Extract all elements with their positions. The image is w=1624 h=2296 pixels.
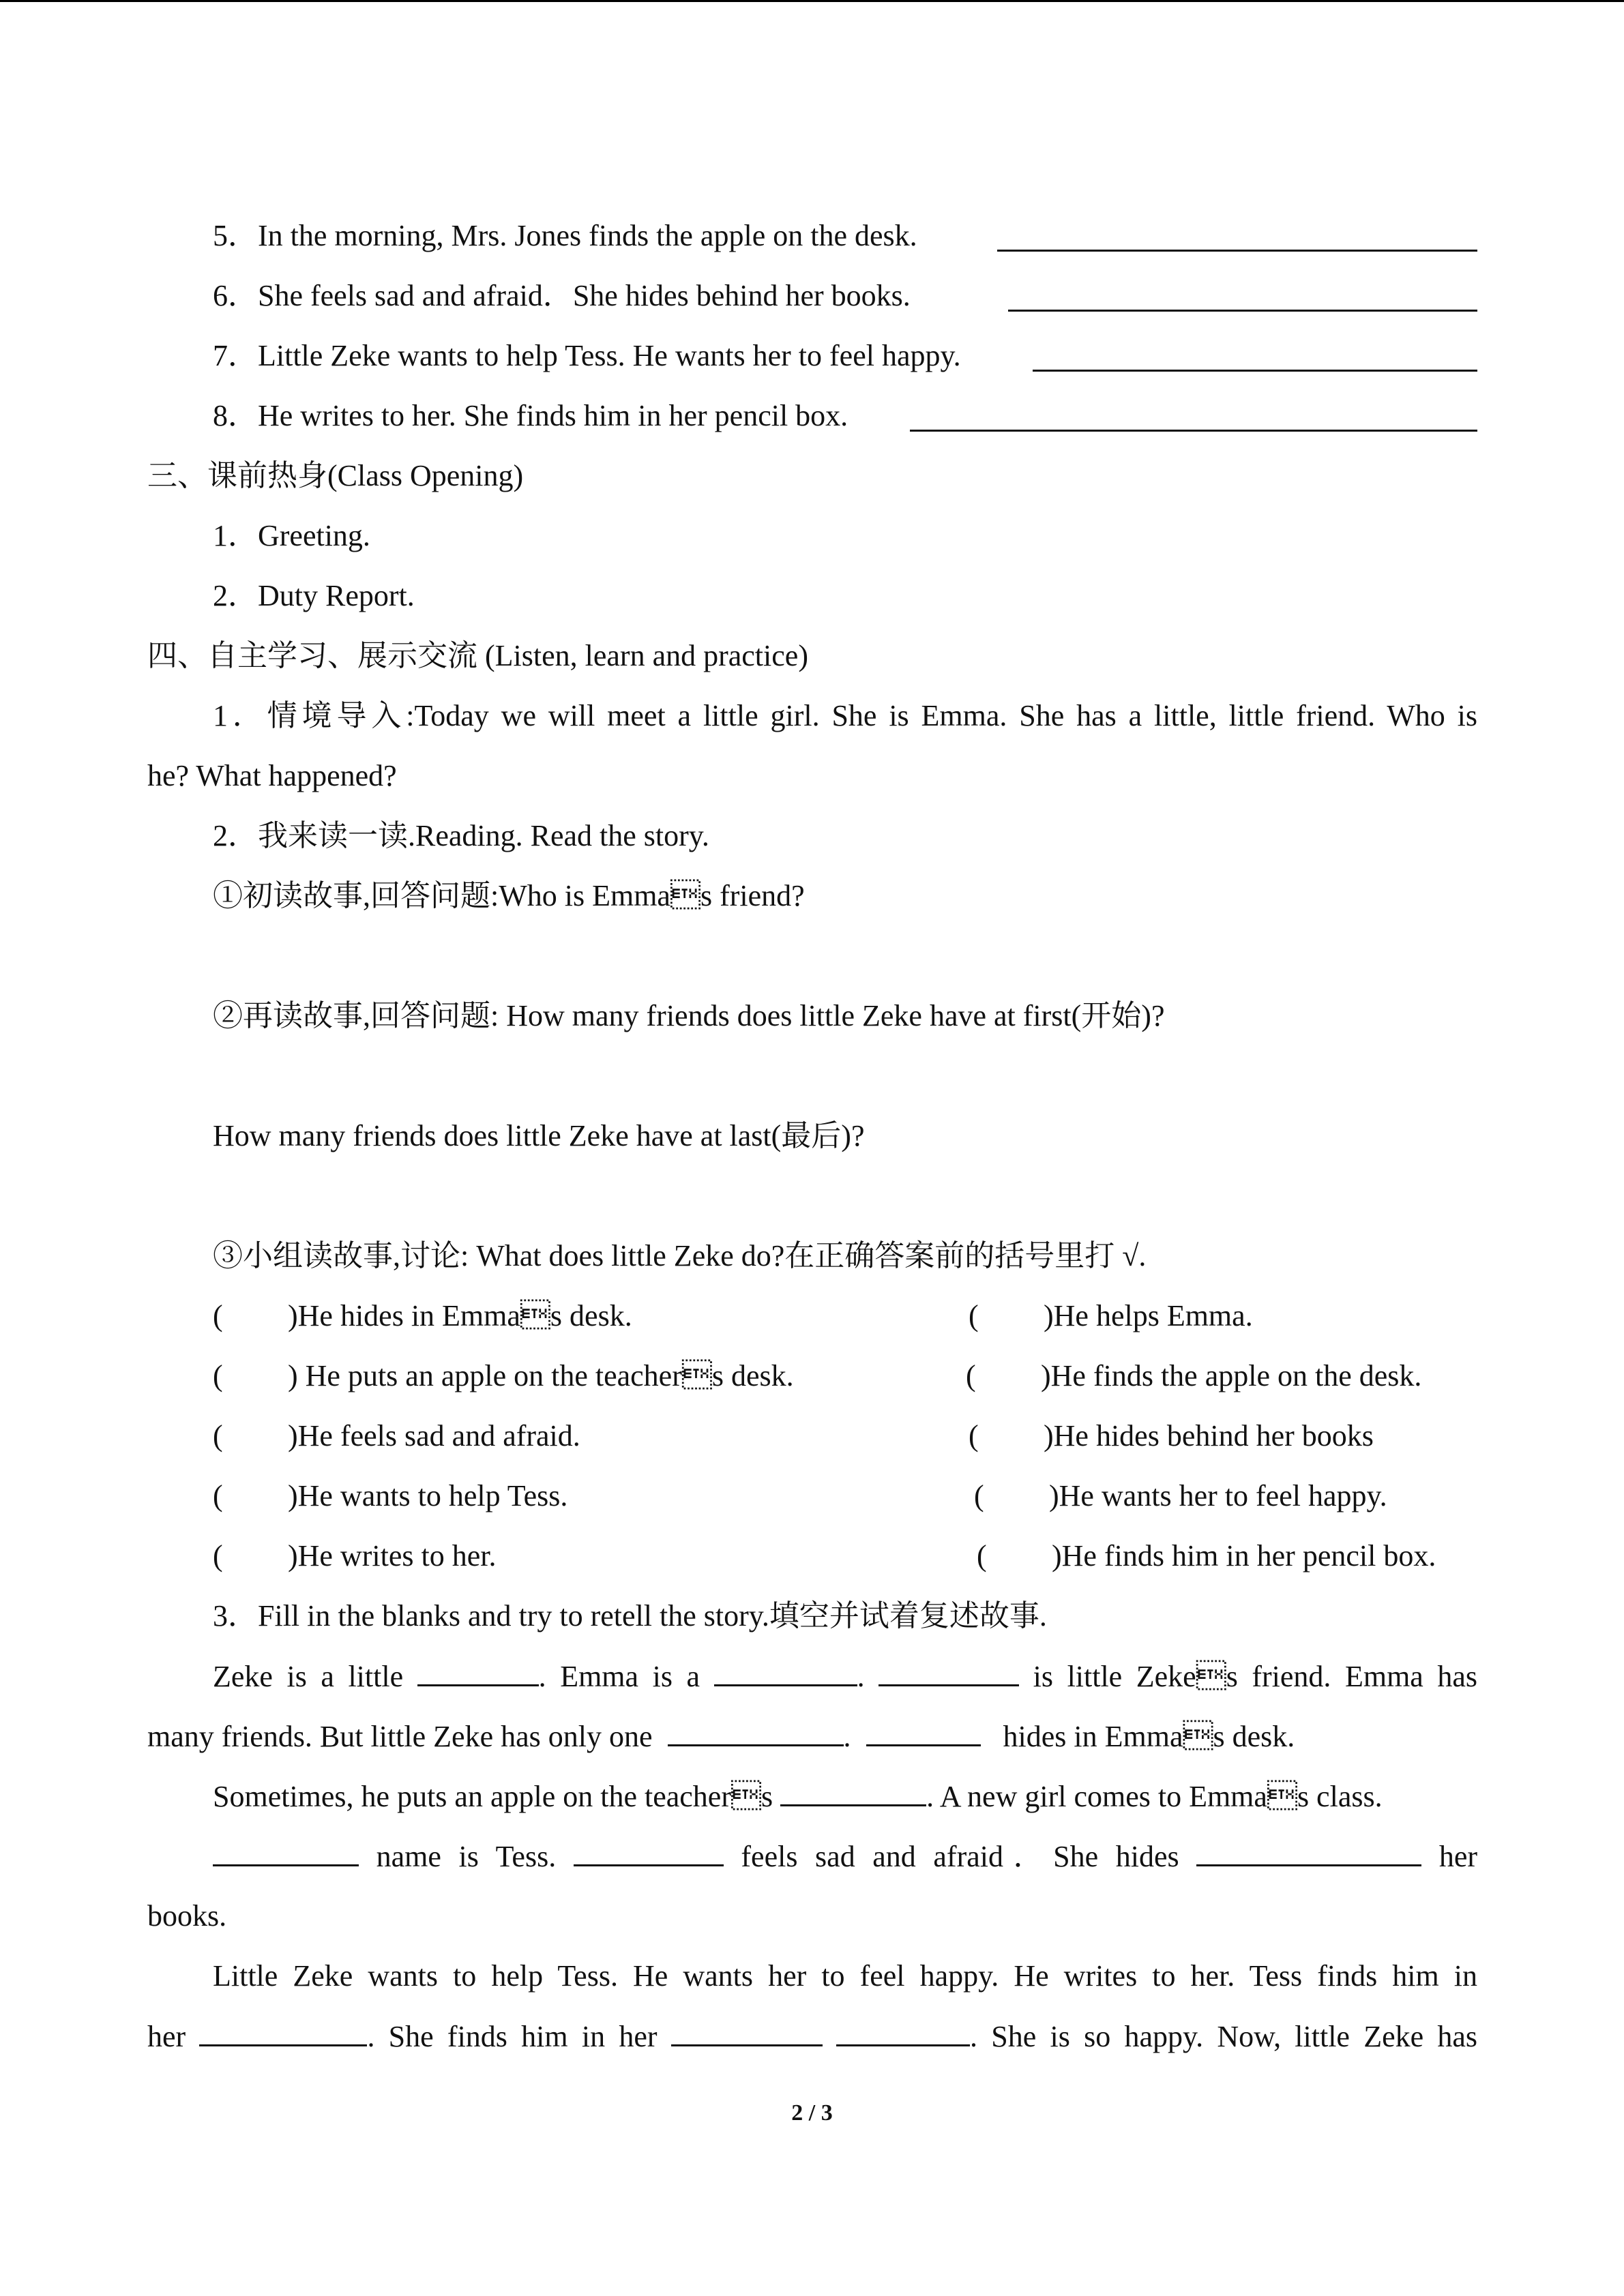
checkbox-paren[interactable]: ( [213,1419,223,1452]
checkbox-paren[interactable]: ( [974,1479,984,1512]
check-option[interactable]: ( )He helps Emma. [969,1297,1253,1335]
section-heading: 三、课前热身(Class Opening) [147,459,524,492]
check-option[interactable]: ( ) He puts an apple on the teachers desk. [213,1357,794,1395]
fill-line: her . She finds him in her . She is so happy. Now, little Zeke has [147,2017,1477,2056]
checkbox-paren[interactable]: ( [213,1299,223,1332]
fill-blank[interactable] [866,1717,981,1746]
answer-blank[interactable] [1033,370,1477,372]
reading-instruction: 2．我来读一读.Reading. Read the story. [213,819,709,852]
check-option[interactable]: ( )He hides in Emmas desk. [213,1297,632,1335]
list-item: 5．In the morning, Mrs. Jones finds the apple on the desk. [213,219,917,252]
fill-blank[interactable] [879,1657,1019,1686]
fill-blank[interactable] [417,1657,539,1686]
list-item: 8．He writes to her. She finds him in her pencil box. [213,399,848,432]
answer-blank[interactable] [1008,310,1477,312]
fill-line: many friends. But little Zeke has only one . hides in Emmas desk. [147,1717,1295,1756]
check-option[interactable]: ( )He finds the apple on the desk. [966,1357,1421,1395]
section-heading: 四、自主学习、展示交流 (Listen, learn and practice) [147,639,808,672]
fill-line: books. [147,1899,227,1933]
question: ②再读故事,回答问题: How many friends does little Zeke have at first(开始)? [213,999,1165,1032]
fill-blank[interactable] [668,1717,844,1746]
checkbox-paren[interactable]: ( [213,1479,223,1512]
fill-blank[interactable] [836,2017,970,2046]
checkbox-paren[interactable]: ( [969,1419,979,1452]
fill-line: name is Tess. feels sad and afraid．She hides her [213,1837,1477,1876]
checkbox-paren[interactable]: ( [977,1539,987,1572]
check-option[interactable]: ( )He hides behind her books [969,1417,1374,1455]
intro-text: he? What happened? [147,759,397,792]
list-item: 1．Greeting. [213,519,370,552]
top-border [0,0,1624,2]
fill-heading: 3．Fill in the blanks and try to retell the story.填空并试着复述故事. [213,1599,1047,1632]
fill-line: Little Zeke wants to help Tess. He wants her to feel happy. He writes to her. Tess finds him in [213,1959,1477,1993]
check-option[interactable]: ( )He writes to her. [213,1537,496,1575]
fill-blank[interactable] [780,1777,926,1806]
checkbox-paren[interactable]: ( [213,1539,223,1572]
fill-line: Sometimes, he puts an apple on the teachers . A new girl comes to Emmas class. [213,1777,1383,1816]
page-number: 2 / 3 [791,2100,833,2126]
list-item: 6．She feels sad and afraid．She hides behind her books. [213,279,911,312]
question: ①初读故事,回答问题:Who is Emmas friend? [213,879,805,912]
question: ③小组读故事,讨论: What does little Zeke do?在正确答案前的括号里打 √. [213,1239,1147,1272]
fill-blank[interactable] [714,1657,857,1686]
check-option[interactable]: ( )He wants to help Tess. [213,1477,567,1515]
checkbox-paren[interactable]: ( [213,1359,223,1392]
list-item: 7．Little Zeke wants to help Tess. He wants her to feel happy. [213,339,961,372]
fill-blank[interactable] [199,2017,367,2046]
fill-blank[interactable] [574,1837,724,1866]
answer-blank[interactable] [910,430,1477,432]
intro-text: 1．情境导入:Today we will meet a little girl. She is Emma. She has a little, little friend. Who is [213,699,1477,732]
list-item: 2．Duty Report. [213,579,415,612]
checkbox-paren[interactable]: ( [966,1359,976,1392]
check-option[interactable]: ( )He feels sad and afraid. [213,1417,580,1455]
check-option[interactable]: ( )He finds him in her pencil box. [977,1537,1436,1575]
fill-line: Zeke is a little . Emma is a . is little Zekes friend. Emma has [213,1657,1477,1696]
check-option[interactable]: ( )He wants her to feel happy. [974,1477,1387,1515]
checkbox-paren[interactable]: ( [969,1299,979,1332]
answer-blank[interactable] [997,250,1477,252]
fill-blank[interactable] [213,1837,359,1866]
fill-blank[interactable] [671,2017,823,2046]
question: How many friends does little Zeke have at last(最后)? [213,1119,865,1152]
fill-blank[interactable] [1196,1837,1421,1866]
